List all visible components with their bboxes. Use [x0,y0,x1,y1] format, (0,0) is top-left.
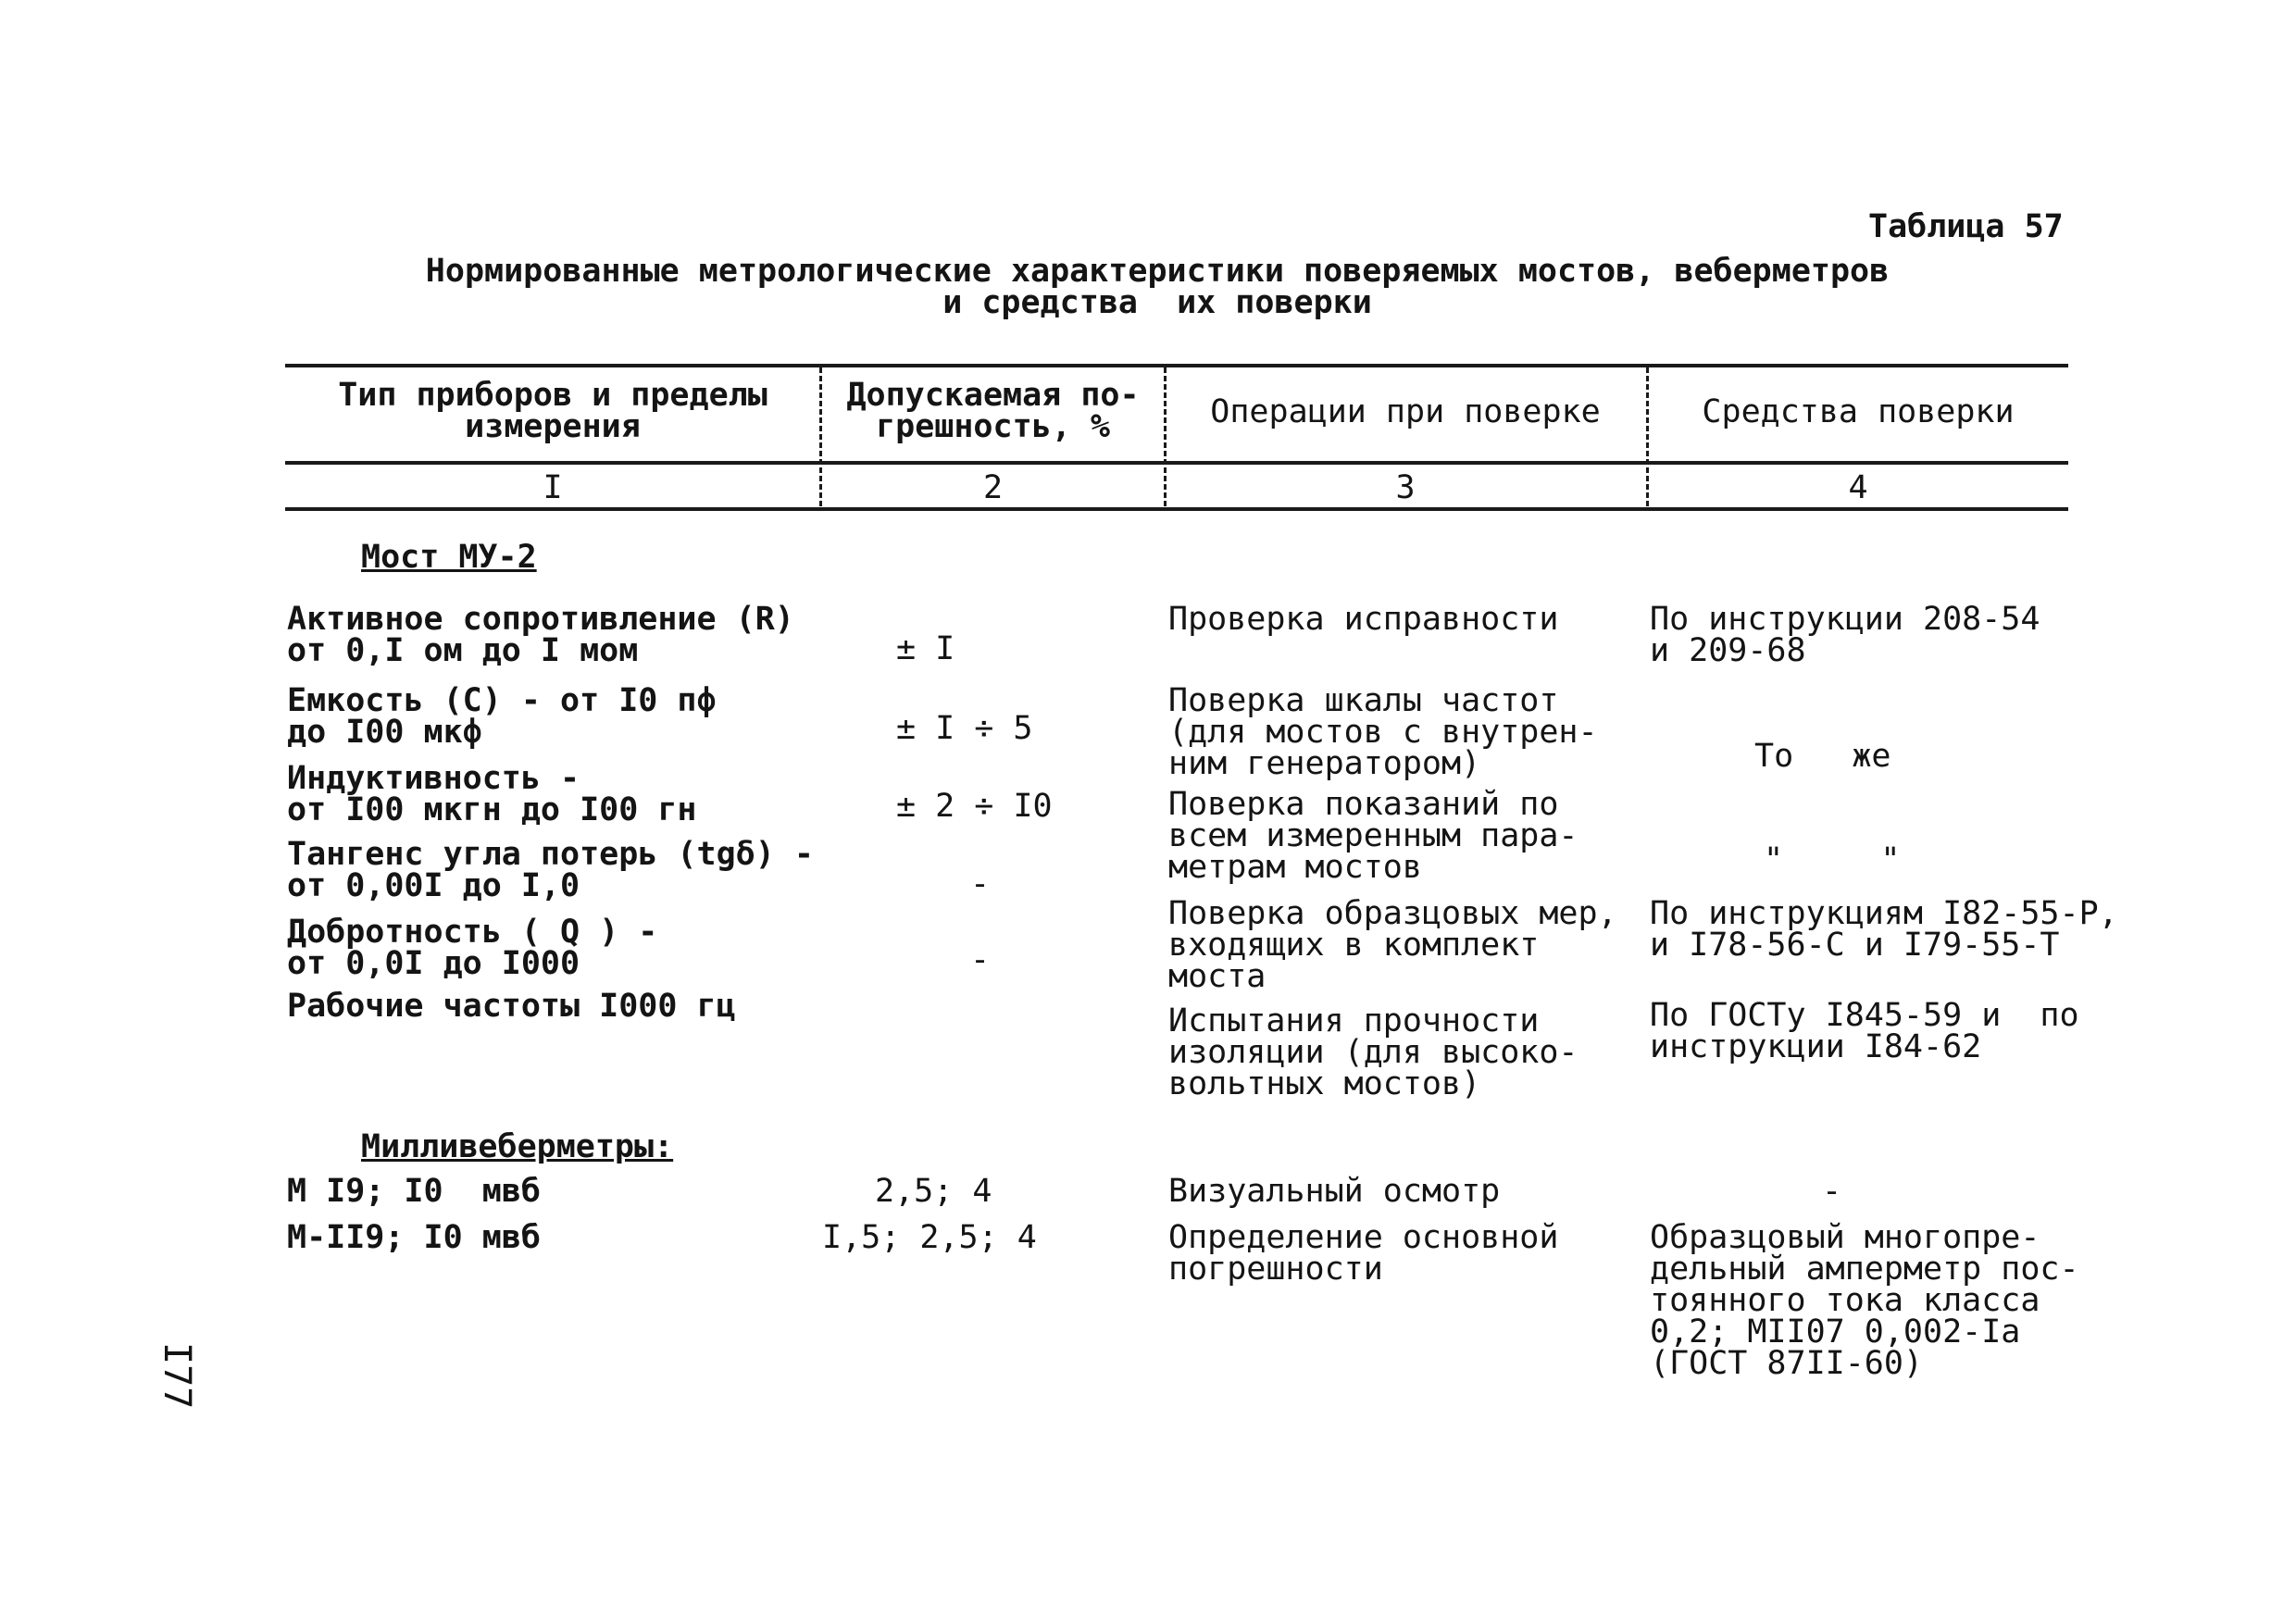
row-error-m19: 2,5; 4 [875,1173,992,1210]
row-type-resistance: Активное сопротивление (R) от 0,I ом до I мом [287,601,794,669]
page-number: I77 [156,1342,198,1410]
row-means-instructions-2: По инструкциям I82-55-Р, и I78-56-С и I79-55-Т [1650,895,2118,964]
row-type-operating-frequency: Рабочие частоты I000 гц [287,988,736,1025]
row-error-resistance: ± I [896,630,955,667]
table-top-rule [285,364,2068,367]
column-divider-1 [819,367,822,506]
row-error-m119: I,5; 2,5; 4 [822,1219,1037,1256]
header-operations: Операции при поверке [1210,393,1601,430]
row-operation-readings: Поверка показаний по всем измеренным пара- метрам мостов [1168,786,1578,886]
column-number-2: 2 [982,469,1004,506]
row-type-capacitance: Емкость (С) - от I0 пф до I00 мкф [287,682,717,751]
table-title-line1: Нормированные метрологические характеристики поверяемых мостов, веберметров [425,253,1890,290]
row-type-loss-tangent: Тангенс угла потерь (tgδ) - от 0,00I до I,0 [287,836,814,904]
row-operation-check: Проверка исправности [1168,601,1559,638]
row-error-loss-tangent: - [970,865,991,902]
row-means-same-2: " " [1764,841,1901,878]
row-means-none: - [1822,1173,1842,1210]
row-means-instructions: По инструкции 208-54 и 209-68 [1650,601,2040,669]
column-divider-3 [1646,367,1649,506]
row-error-inductance: ± 2 ÷ I0 [896,788,1053,825]
row-operation-visual-inspection: Визуальный осмотр [1168,1173,1501,1210]
column-number-rule [285,507,2068,511]
table-title-line2: и средства их поверки [942,284,1372,321]
row-type-quality-factor: Добротность ( Q ) - от 0,0I до I000 [287,914,658,982]
column-number-4: 4 [1848,469,1868,506]
section-title-milliwebermeters: Милливеберметры: [361,1128,674,1165]
row-means-gost: По ГОСТу I845-59 и по инструкции I84-62 [1650,997,2079,1065]
row-operation-frequency-scale: Поверка шкалы частот (для мостов с внутрен- ним генератором) [1168,682,1598,782]
column-divider-2 [1164,367,1167,506]
header-permissible-error: Допускаемая по- грешность, % [846,377,1140,445]
row-operation-insulation-test: Испытания прочности изоляции (для высоко- вольтных мостов) [1168,1002,1578,1102]
row-type-m19: М I9; I0 мвб [287,1173,541,1210]
row-type-m119: М-II9; I0 мвб [287,1219,541,1256]
column-number-1: I [543,469,563,506]
row-type-inductance: Индуктивность - от I00 мкгн до I00 гн [287,760,697,828]
header-instrument-type: Тип приборов и пределы измерения [338,377,767,445]
header-means: Средства поверки [1702,393,2015,430]
row-means-ammeter: Образцовый многопре- дельный амперметр пос- тоянного тока класса 0,2; МII07 0,002-Iа (ГОСТ 87II-60) [1650,1219,2079,1382]
section-title-bridge: Мост МУ-2 [361,539,537,576]
row-operation-reference-measures: Поверка образцовых мер, входящих в комплект моста [1168,895,1617,995]
row-error-capacitance: ± I ÷ 5 [896,710,1033,747]
row-error-quality-factor: - [970,941,991,978]
table-label: Таблица 57 [1868,208,2064,245]
column-number-3: 3 [1395,469,1416,506]
row-means-same-1: То же [1754,738,1891,775]
header-bottom-rule [285,461,2068,465]
row-operation-basic-error: Определение основной погрешности [1168,1219,1559,1288]
